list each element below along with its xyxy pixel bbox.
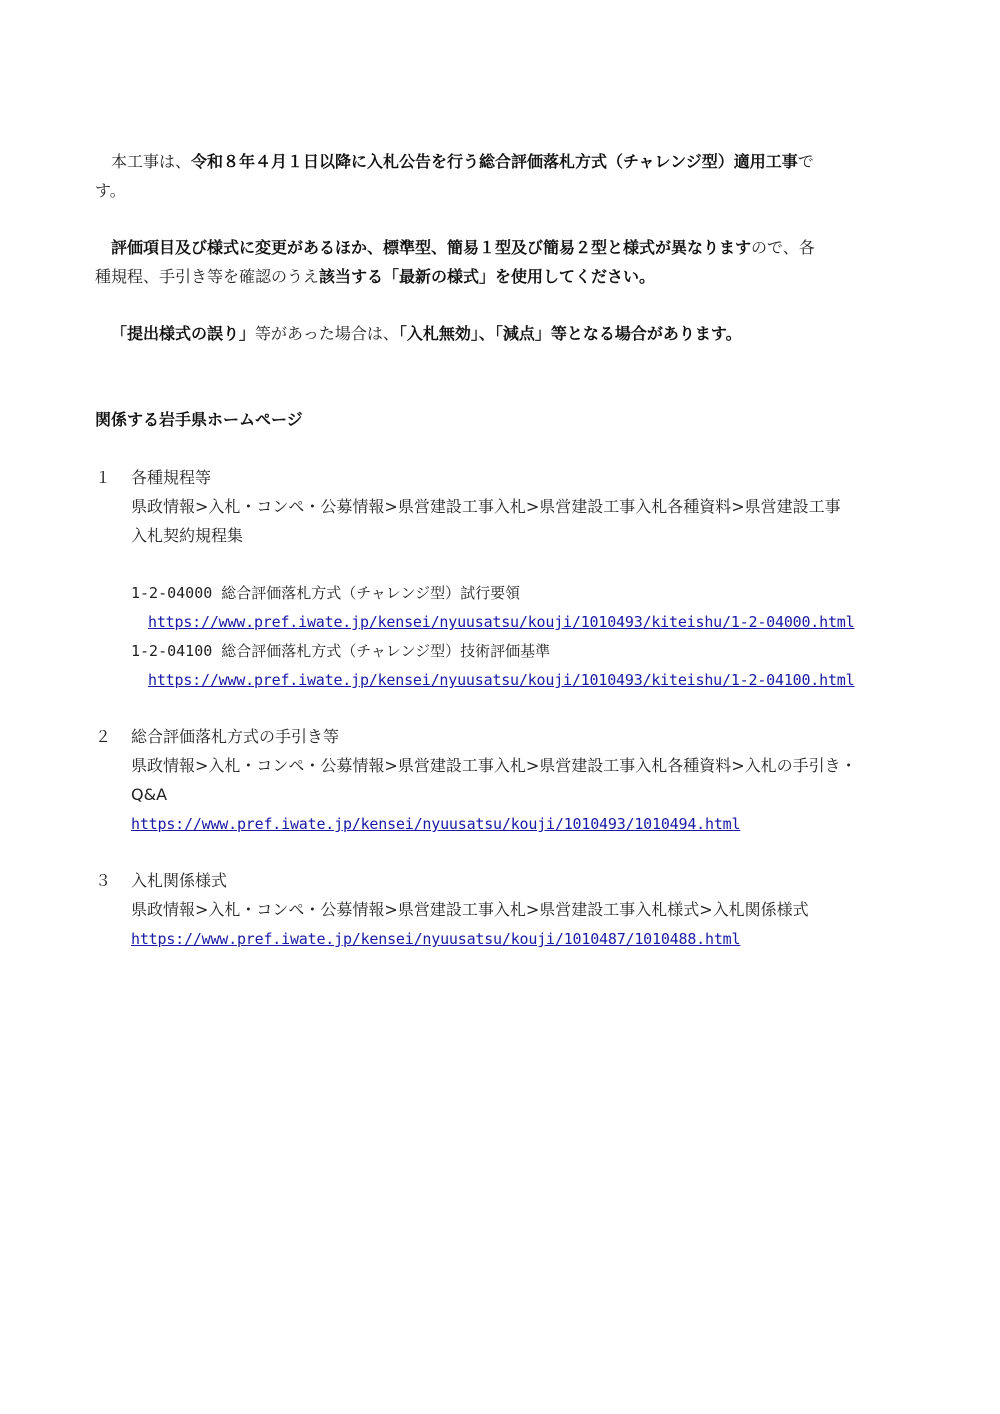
intro-p1-tail: で <box>797 152 814 171</box>
item-1-path: 県政情報>入札・コンペ・公募情報>県営建設工事入札>県営建設工事入札各種資料>県営建設工事 <box>131 497 841 516</box>
item-2-title: 総合評価落札方式の手引き等 <box>131 727 340 746</box>
item-1-doc-2-link-row <box>148 668 963 692</box>
item-1-heading <box>95 466 910 490</box>
item-3-heading <box>95 869 910 893</box>
item-3-number: ３ <box>95 871 112 890</box>
item-1-doc-2-link[interactable]: https://www.pref.iwate.jp/kensei/nyuusatsu/kouji/1010493/kiteishu/1-2-04100.html <box>148 671 855 689</box>
item-1-number: １ <box>95 468 112 487</box>
intro-paragraph-3 <box>95 322 910 346</box>
item-3-title: 入札関係様式 <box>131 871 228 890</box>
item-2-number: ２ <box>95 727 112 746</box>
intro-p1-text: 本工事は、 <box>111 152 192 171</box>
item-2-path: 県政情報>入札・コンペ・公募情報>県営建設工事入札>県営建設工事入札各種資料>入札の手引き・ <box>131 756 857 775</box>
section-title: 関係する岩手県ホームページ <box>95 410 303 429</box>
item-1-doc-1-link-row <box>148 610 963 634</box>
intro-p2-bold: 評価項目及び様式に変更があるほか、標準型、簡易１型及び簡易２型と様式が異なります <box>111 238 752 257</box>
intro-p2-bold-2: 該当する「最新の様式」を使用してください。 <box>319 267 656 286</box>
intro-p2-text: 種規程、手引き等を確認のうえ <box>95 267 320 286</box>
item-3-path: 県政情報>入札・コンペ・公募情報>県営建設工事入札>県営建設工事入札様式>入札関係様式 <box>131 900 809 919</box>
item-3-link-row <box>131 927 946 951</box>
item-2-path-cont: Q&A <box>131 785 168 804</box>
item-2-link-row <box>131 812 946 836</box>
item-3-link[interactable]: https://www.pref.iwate.jp/kensei/nyuusatsu/kouji/1010487/1010488.html <box>131 930 741 948</box>
intro-paragraph-1-cont: す。 <box>95 181 126 200</box>
item-2-heading <box>95 725 910 749</box>
intro-p1-bold: 令和８年４月１日以降に入札公告を行う総合評価落札方式（チャレンジ型）適用工事 <box>191 152 798 171</box>
item-1-doc-1-label: 1-2-04000 総合評価落札方式（チャレンジ型）試行要領 <box>131 584 521 602</box>
intro-paragraph-1 <box>95 150 910 174</box>
item-1-path-cont: 入札契約規程集 <box>131 526 244 545</box>
intro-paragraph-2 <box>95 236 910 260</box>
intro-p2-tail: ので、各 <box>751 238 815 257</box>
intro-p3-bold: 「提出様式の誤り」 <box>111 324 256 343</box>
intro-p3-bold-2: 「入札無効」、「減点」等となる場合があります。 <box>398 324 742 343</box>
item-1-doc-2-label: 1-2-04100 総合評価落札方式（チャレンジ型）技術評価基準 <box>131 642 551 660</box>
item-1-doc-1-link[interactable]: https://www.pref.iwate.jp/kensei/nyuusatsu/kouji/1010493/kiteishu/1-2-04000.html <box>148 613 855 631</box>
intro-paragraph-2-cont <box>95 265 910 289</box>
item-2-link[interactable]: https://www.pref.iwate.jp/kensei/nyuusatsu/kouji/1010493/1010494.html <box>131 815 741 833</box>
item-1-title: 各種規程等 <box>131 468 212 487</box>
intro-p3-text: 等があった場合は、 <box>255 324 399 343</box>
